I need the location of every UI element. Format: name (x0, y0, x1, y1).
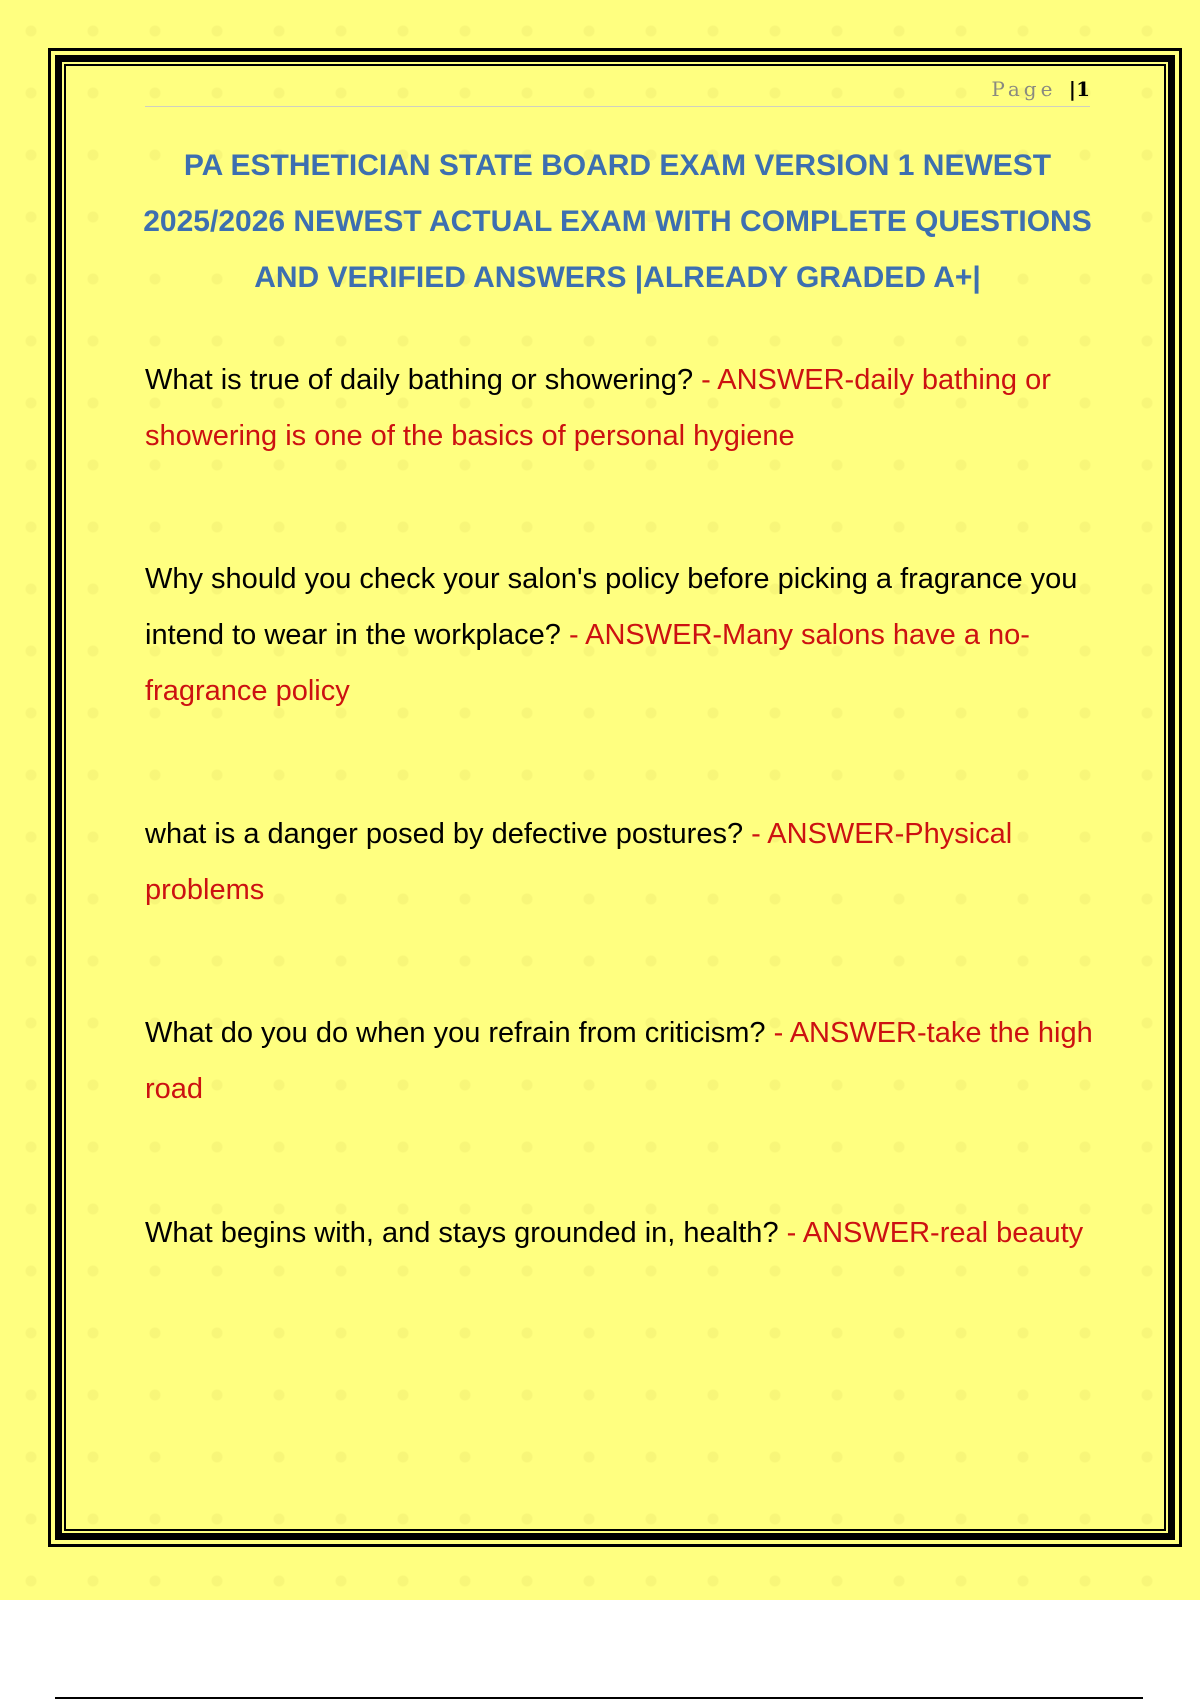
page-header (145, 72, 1090, 107)
answer-text: - ANSWER-take the high road (145, 1017, 1093, 1105)
qa-item (145, 551, 1095, 719)
answer-text: - ANSWER-real beauty (786, 1217, 1084, 1249)
page-number (1069, 77, 1090, 101)
page-number-value: 1 (1076, 77, 1090, 101)
question-text: What is true of daily bathing or showering? (145, 364, 694, 396)
footer-rule (55, 1697, 1143, 1699)
qa-item (145, 806, 1095, 918)
page-separator: | (1068, 77, 1077, 101)
page-label: Page (991, 77, 1057, 101)
question-text: What begins with, and stays grounded in, health? (145, 1217, 779, 1249)
question-text: What do you do when you refrain from criticism? (145, 1017, 766, 1049)
qa-item (145, 352, 1095, 464)
question-text: Why should you check your salon's policy before picking a fragrance you intend to wear in the workplace? (145, 563, 1078, 651)
answer-text: - ANSWER-Physical problems (145, 818, 1013, 906)
qa-item (145, 1205, 1095, 1261)
question-text: what is a danger posed by defective postures? (145, 818, 744, 850)
answer-text: - ANSWER-Many salons have a no-fragrance policy (145, 619, 1030, 707)
qa-item (145, 1005, 1095, 1117)
document-title: PA ESTHETICIAN STATE BOARD EXAM VERSION 1 NEWEST 2025/2026 NEWEST ACTUAL EXAM WITH COMPLETE QUESTIONS AND VERIFIED ANSWERS |ALREADY GRADED A+| (143, 149, 1092, 294)
answer-text: - ANSWER-daily bathing or showering is one of the basics of personal hygiene (145, 364, 1051, 452)
